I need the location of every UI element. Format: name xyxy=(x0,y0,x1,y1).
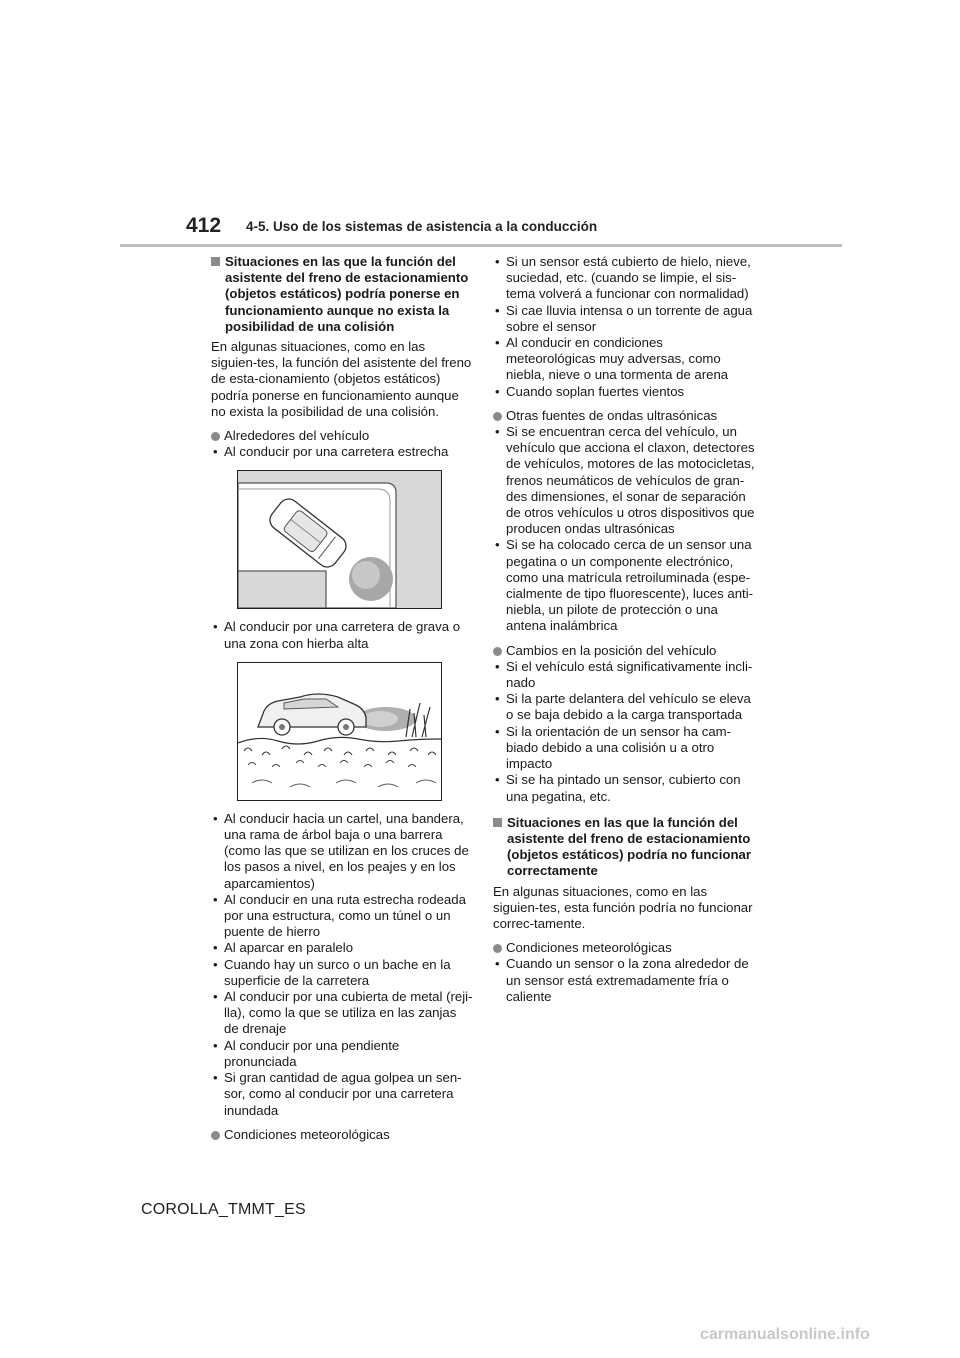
list-item: • Si se encuentran cerca del vehículo, un vehículo que acciona el claxon, detectores de vehículos, motores de las motocicletas, frenos neumáticos de vehículos de gran-des dimensiones, el sonar de separación de otros vehículos u otros dispositivos que producen ondas ultrasónicas xyxy=(495,424,755,537)
narrow-road-drawing xyxy=(238,471,441,608)
square-bullet-icon xyxy=(493,818,502,827)
category-heading-text: Otras fuentes de ondas ultrasónicas xyxy=(506,407,718,423)
circle-bullet-icon xyxy=(211,432,220,441)
category-heading xyxy=(493,643,755,659)
section-heading-text: Situaciones en las que la función del asistente del freno de estacionamiento (objetos estáticos) podría ponerse en funcionamiento aunque no exista la posibilidad de una colisión xyxy=(225,254,469,334)
bullet-list xyxy=(493,659,755,805)
list-item: • Al aparcar en paralelo xyxy=(213,940,354,956)
list-item-text: Cuando un sensor o la zona alrededor de un sensor está extremadamente fría o caliente xyxy=(506,956,749,1004)
bullet-list xyxy=(211,619,473,651)
circle-bullet-icon xyxy=(211,1131,220,1140)
bullet-list xyxy=(211,444,473,460)
bullet-list xyxy=(493,956,755,1005)
category-heading-text: Condiciones meteorológicas xyxy=(506,940,672,956)
square-bullet-icon xyxy=(211,257,220,266)
list-item-text: Al conducir por una cubierta de metal (reji-lla), como la que se utiliza en las zanjas de drenaje xyxy=(224,989,473,1037)
list-item-text: Cuando soplan fuertes vientos xyxy=(506,383,685,399)
circle-bullet-icon xyxy=(493,412,502,421)
section-heading-text: Situaciones en las que la función del asistente del freno de estacionamiento (objetos estáticos) podría no funcionar correctamente xyxy=(507,814,751,879)
intro-paragraph: En algunas situaciones, como en las siguien-tes, esta función podría no funcionar correc-tamente. xyxy=(493,883,753,931)
list-item-text: Al conducir por una carretera de grava o una zona con hierba alta xyxy=(224,619,461,651)
right-column xyxy=(493,254,755,1005)
list-item: • Si se ha pintado un sensor, cubierto con una pegatina, etc. xyxy=(495,772,741,804)
category-heading xyxy=(493,940,755,956)
left-column xyxy=(211,254,473,1143)
page-number: 412 xyxy=(186,214,222,237)
list-item-text: Al conducir hacia un cartel, una bandera, una rama de árbol baja o una barrera (como las que se utilizan en los cruces de los pasos a nivel, en los peajes y en los aparcamientos) xyxy=(224,810,469,891)
list-item: • Si el vehículo está significativamente incli-nado xyxy=(495,658,753,691)
list-item: • Al conducir hacia un cartel, una bandera, una rama de árbol baja o una barrera (como las que se utilizan en los cruces de los pasos a nivel, en los peajes y en los aparcamientos) xyxy=(213,810,469,891)
section-title: 4-5. Uso de los sistemas de asistencia a la conducción xyxy=(246,219,598,234)
list-item: • Si gran cantidad de agua golpea un sen-sor, como al conducir por una carretera inundada xyxy=(213,1070,462,1118)
circle-bullet-icon xyxy=(493,944,502,953)
list-item-text: Al conducir en una ruta estrecha rodeada por una estructura, como un túnel o un puente de hierro xyxy=(224,891,466,940)
list-item-text: Cuando hay un surco o un bache en la superficie de la carretera xyxy=(224,956,451,988)
list-item-text: Si cae lluvia intensa o un torrente de agua sobre el sensor xyxy=(506,302,753,334)
bullet-list xyxy=(211,811,473,1119)
list-item-text: Si un sensor está cubierto de hielo, nieve, suciedad, etc. (cuando se limpie, el sis-tema volverá a funcionar con normalidad) xyxy=(506,254,751,302)
list-item-text: Si se ha colocado cerca de un sensor una pegatina o un componente electrónico, como una matrícula retroiluminada (espe-cialmente de tipo fluorescente), luces anti-niebla, un pilote de protección o una antena inalámbrica xyxy=(506,537,754,634)
intro-paragraph: En algunas situaciones, como en las siguien-tes, la función del asistente del freno de esta-cionamiento (objetos estáticos) podría ponerse en funcionamiento aunque no exista la posibilidad de una colisión. xyxy=(211,339,472,419)
category-heading-text: Alrededores del vehículo xyxy=(224,428,370,444)
bullet-list xyxy=(493,254,755,400)
model-code: COROLLA_TMMT_ES xyxy=(141,1201,306,1218)
section-heading xyxy=(211,254,473,335)
list-item: • Cuando un sensor o la zona alrededor de un sensor está extremadamente fría o caliente xyxy=(495,956,749,1004)
list-item: • Al conducir por una pendiente pronunciada xyxy=(213,1037,400,1069)
list-item: • Si se ha colocado cerca de un sensor una pegatina o un componente electrónico, como una matrícula retroiluminada (espe-cialmente de tipo fluorescente), luces anti-niebla, un pilote de protección o una antena inalámbrica xyxy=(495,537,754,634)
list-item-text: Al aparcar en paralelo xyxy=(224,940,354,956)
list-item-text: Si se encuentran cerca del vehículo, un vehículo que acciona el claxon, detectores de vehículos, motores de las motocicletas, frenos neumáticos de vehículos de gran-des dimensiones, el sonar de separación de otros vehículos u otros dispositivos que producen ondas ultrasónicas xyxy=(506,424,755,537)
list-item-text: Al conducir por una carretera estrecha xyxy=(224,444,449,460)
list-item-text: Si la orientación de un sensor ha cam-biado debido a una colisión u a otro impacto xyxy=(506,723,732,772)
list-item-text: Si se ha pintado un sensor, cubierto con una pegatina, etc. xyxy=(506,772,741,804)
list-item: • Al conducir por una cubierta de metal (reji-lla), como la que se utiliza en las zanjas de drenaje xyxy=(213,989,473,1037)
circle-bullet-icon xyxy=(493,647,502,656)
category-heading xyxy=(493,408,755,424)
list-item: • Si la parte delantera del vehículo se eleva o se baja debido a la carga transportada xyxy=(495,691,751,723)
category-heading xyxy=(211,428,473,444)
list-item-text: Al conducir por una pendiente pronunciada xyxy=(224,1037,400,1069)
list-item: • Si un sensor está cubierto de hielo, nieve, suciedad, etc. (cuando se limpie, el sis-tema volverá a funcionar con normalidad) xyxy=(495,254,751,302)
list-item-text: Si la parte delantera del vehículo se eleva o se baja debido a la carga transportada xyxy=(506,691,751,723)
bullet-list xyxy=(493,424,755,635)
watermark: carmanualsonline.info xyxy=(700,1326,870,1343)
list-item: • Si la orientación de un sensor ha cam-biado debido a una colisión u a otro impacto xyxy=(495,723,732,772)
list-item: • Cuando soplan fuertes vientos xyxy=(495,383,685,399)
narrow-road-illustration xyxy=(237,470,442,609)
list-item: • Al conducir por una carretera estrecha xyxy=(213,444,449,460)
category-heading-text: Condiciones meteorológicas xyxy=(224,1126,390,1142)
grass-road-illustration xyxy=(237,662,442,801)
grass-road-drawing xyxy=(238,663,441,800)
list-item-text: Al conducir en condiciones meteorológicas muy adversas, como niebla, nieve o una tormenta de arena xyxy=(506,335,729,383)
category-heading-text: Cambios en la posición del vehículo xyxy=(506,642,717,658)
list-item: • Si cae lluvia intensa o un torrente de agua sobre el sensor xyxy=(495,302,753,334)
header-rule xyxy=(120,244,842,247)
list-item: • Al conducir por una carretera de grava o una zona con hierba alta xyxy=(213,619,461,651)
list-item: • Al conducir en condiciones meteorológicas muy adversas, como niebla, nieve o una tormenta de arena xyxy=(495,335,729,383)
list-item: • Al conducir en una ruta estrecha rodeada por una estructura, como un túnel o un puente de hierro xyxy=(213,891,466,940)
category-heading xyxy=(211,1127,473,1143)
section-heading xyxy=(493,815,755,880)
list-item: • Cuando hay un surco o un bache en la superficie de la carretera xyxy=(213,956,451,988)
list-item-text: Si gran cantidad de agua golpea un sen-sor, como al conducir por una carretera inundada xyxy=(224,1070,462,1118)
list-item-text: Si el vehículo está significativamente incli-nado xyxy=(506,658,753,691)
